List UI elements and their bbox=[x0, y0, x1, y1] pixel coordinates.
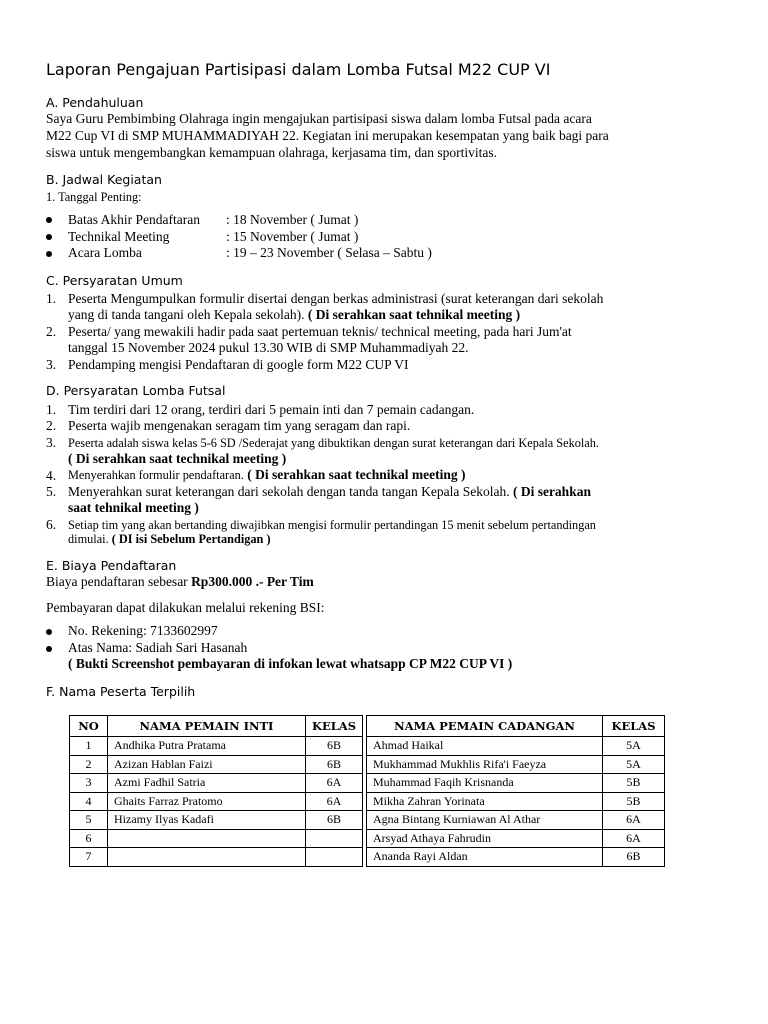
main-player-name: Ghaits Farraz Pratomo bbox=[108, 792, 306, 811]
header-class: KELAS bbox=[603, 716, 665, 737]
reserve-player-name: Arsyad Athaya Fahrudin bbox=[367, 829, 603, 848]
main-player-name: Azmi Fadhil Satria bbox=[108, 774, 306, 793]
futsal-requirement-text: dimulai. bbox=[68, 532, 109, 546]
list-number: 4. bbox=[46, 468, 57, 483]
row-number: 4 bbox=[70, 792, 108, 811]
futsal-requirement bbox=[68, 484, 591, 500]
main-player-name: Andhika Putra Pratama bbox=[108, 737, 306, 756]
bullet-icon bbox=[46, 217, 52, 223]
requirement-line bbox=[68, 307, 520, 323]
futsal-requirement bbox=[68, 531, 271, 547]
main-player-class bbox=[306, 848, 363, 867]
bullet-icon bbox=[46, 251, 52, 257]
futsal-requirement-note: saat tehnikal meeting ) bbox=[68, 500, 199, 515]
futsal-requirement: Setiap tim yang akan bertanding diwajibkan mengisi formulir pertandingan 15 menit sebelum pertandingan bbox=[68, 518, 596, 532]
reserve-player-class: 5A bbox=[603, 755, 665, 774]
list-number: 2. bbox=[46, 418, 57, 433]
main-player-name: Hizamy Ilyas Kadafi bbox=[108, 811, 306, 830]
reserve-player-name: Muhammad Faqih Krisnanda bbox=[367, 774, 603, 793]
reserve-player-class: 5B bbox=[603, 792, 665, 811]
bullet-icon bbox=[46, 629, 52, 635]
header-reserve-player: NAMA PEMAIN CADANGAN bbox=[367, 716, 603, 737]
list-number: 1. bbox=[46, 291, 57, 306]
futsal-requirement: Tim terdiri dari 12 orang, terdiri dari 5 pemain inti dan 7 pemain cadangan. bbox=[68, 402, 475, 417]
table-row bbox=[70, 829, 665, 848]
main-player-class: 6A bbox=[306, 792, 363, 811]
bullet-icon bbox=[46, 234, 52, 240]
list-number: 2. bbox=[46, 324, 57, 339]
reserve-player-name: Mikha Zahran Yorinata bbox=[367, 792, 603, 811]
section-b-subheading: 1. Tanggal Penting: bbox=[46, 190, 142, 204]
section-b-heading: B. Jadwal Kegiatan bbox=[46, 172, 162, 187]
main-player-name: Azizan Hablan Faizi bbox=[108, 755, 306, 774]
main-player-class bbox=[306, 829, 363, 848]
futsal-requirement-text: Menyerahkan formulir pendaftaran. bbox=[68, 468, 244, 482]
main-player-class: 6B bbox=[306, 811, 363, 830]
main-player-class: 6B bbox=[306, 755, 363, 774]
bullet-icon bbox=[46, 646, 52, 652]
payment-line: Pembayaran dapat dilakukan melalui rekening BSI: bbox=[46, 600, 325, 615]
row-number: 3 bbox=[70, 774, 108, 793]
table-header-row bbox=[70, 716, 665, 737]
reserve-player-name: Ahmad Haikal bbox=[367, 737, 603, 756]
participants-table bbox=[69, 715, 665, 867]
reserve-player-name: Mukhammad Mukhlis Rifa'i Faeyza bbox=[367, 755, 603, 774]
futsal-requirement-note: ( Di serahkan saat technikal meeting ) bbox=[68, 451, 287, 466]
section-f-heading: F. Nama Peserta Terpilih bbox=[46, 684, 196, 699]
table-row bbox=[70, 792, 665, 811]
futsal-requirement-note: ( Di serahkan saat technikal meeting ) bbox=[243, 467, 466, 482]
schedule-label: Acara Lomba bbox=[68, 245, 142, 260]
section-a-heading: A. Pendahuluan bbox=[46, 95, 144, 110]
section-a-line-3: siswa untuk mengembangkan kemampuan olahraga, kerjasama tim, dan sportivitas. bbox=[46, 145, 498, 160]
schedule-value: : 18 November ( Jumat ) bbox=[226, 212, 359, 227]
requirement-note: ( Di serahkan saat tehnikal meeting ) bbox=[304, 307, 521, 322]
row-number: 5 bbox=[70, 811, 108, 830]
reserve-player-class: 6B bbox=[603, 848, 665, 867]
reserve-player-class: 6A bbox=[603, 829, 665, 848]
main-player-class: 6B bbox=[306, 737, 363, 756]
reserve-player-name: Agna Bintang Kurniawan Al Athar bbox=[367, 811, 603, 830]
requirement-line: Peserta Mengumpulkan formulir disertai dengan berkas administrasi (surat keterangan dari sekolah bbox=[68, 291, 604, 306]
table-row bbox=[70, 774, 665, 793]
schedule-value: : 15 November ( Jumat ) bbox=[226, 229, 359, 244]
header-class: KELAS bbox=[306, 716, 363, 737]
row-number: 7 bbox=[70, 848, 108, 867]
row-number: 2 bbox=[70, 755, 108, 774]
requirement-line: tanggal 15 November 2024 pukul 13.30 WIB di SMP Muhammadiyah 22. bbox=[68, 340, 469, 355]
table-row bbox=[70, 848, 665, 867]
table-row bbox=[70, 811, 665, 830]
futsal-requirement-note: ( Di serahkan bbox=[509, 484, 591, 499]
section-d-heading: D. Persyaratan Lomba Futsal bbox=[46, 383, 226, 398]
header-no: NO bbox=[70, 716, 108, 737]
table-row bbox=[70, 737, 665, 756]
reserve-player-name: Ananda Rayi Aldan bbox=[367, 848, 603, 867]
futsal-requirement-text: Menyerahkan surat keterangan dari sekolah dengan tanda tangan Kepala Sekolah. bbox=[68, 484, 510, 499]
payment-note: ( Bukti Screenshot pembayaran di infokan lewat whatsapp CP M22 CUP VI ) bbox=[68, 656, 513, 671]
requirement-line: Peserta/ yang mewakili hadir pada saat pertemuan teknis/ technical meeting, pada hari Jum'at bbox=[68, 324, 572, 339]
list-number: 3. bbox=[46, 435, 57, 450]
requirement-text: yang di tanda tangani oleh Kepala sekolah). bbox=[68, 307, 305, 322]
schedule-label: Batas Akhir Pendaftaran bbox=[68, 212, 200, 227]
main-player-name bbox=[108, 829, 306, 848]
reserve-player-class: 5A bbox=[603, 737, 665, 756]
document-title: Laporan Pengajuan Partisipasi dalam Lomba Futsal M22 CUP VI bbox=[46, 60, 551, 79]
fee-amount: Rp300.000 .- Per Tim bbox=[191, 574, 314, 589]
main-player-class: 6A bbox=[306, 774, 363, 793]
futsal-requirement: Peserta wajib mengenakan seragam tim yang seragam dan rapi. bbox=[68, 418, 411, 433]
schedule-label: Technikal Meeting bbox=[68, 229, 170, 244]
list-number: 3. bbox=[46, 357, 57, 372]
table-row bbox=[70, 755, 665, 774]
list-number: 1. bbox=[46, 402, 57, 417]
requirement-line: Pendamping mengisi Pendaftaran di google form M22 CUP VI bbox=[68, 357, 409, 372]
list-number: 5. bbox=[46, 484, 57, 499]
futsal-requirement bbox=[68, 467, 465, 483]
account-name: Atas Nama: Sadiah Sari Hasanah bbox=[68, 640, 248, 655]
fee-text: Biaya pendaftaran sebesar bbox=[46, 574, 192, 589]
list-number: 6. bbox=[46, 517, 57, 532]
row-number: 6 bbox=[70, 829, 108, 848]
row-number: 1 bbox=[70, 737, 108, 756]
futsal-requirement: Peserta adalah siswa kelas 5-6 SD /Sederajat yang dibuktikan dengan surat keterangan dari Kepala Sekolah. bbox=[68, 436, 599, 450]
futsal-requirement-note: ( DI isi Sebelum Pertandigan ) bbox=[108, 532, 271, 546]
account-number: No. Rekening: 7133602997 bbox=[68, 623, 218, 638]
fee-line bbox=[46, 574, 314, 590]
section-e-heading: E. Biaya Pendaftaran bbox=[46, 558, 177, 573]
reserve-player-class: 6A bbox=[603, 811, 665, 830]
schedule-value: : 19 – 23 November ( Selasa – Sabtu ) bbox=[226, 245, 432, 260]
section-a-line-2: M22 Cup VI di SMP MUHAMMADIYAH 22. Kegiatan ini merupakan kesempatan yang baik bagi para bbox=[46, 128, 609, 143]
section-c-heading: C. Persyaratan Umum bbox=[46, 273, 183, 288]
header-main-player: NAMA PEMAIN INTI bbox=[108, 716, 306, 737]
main-player-name bbox=[108, 848, 306, 867]
reserve-player-class: 5B bbox=[603, 774, 665, 793]
section-a-line-1: Saya Guru Pembimbing Olahraga ingin mengajukan partisipasi siswa dalam lomba Futsal pada acara bbox=[46, 111, 592, 126]
